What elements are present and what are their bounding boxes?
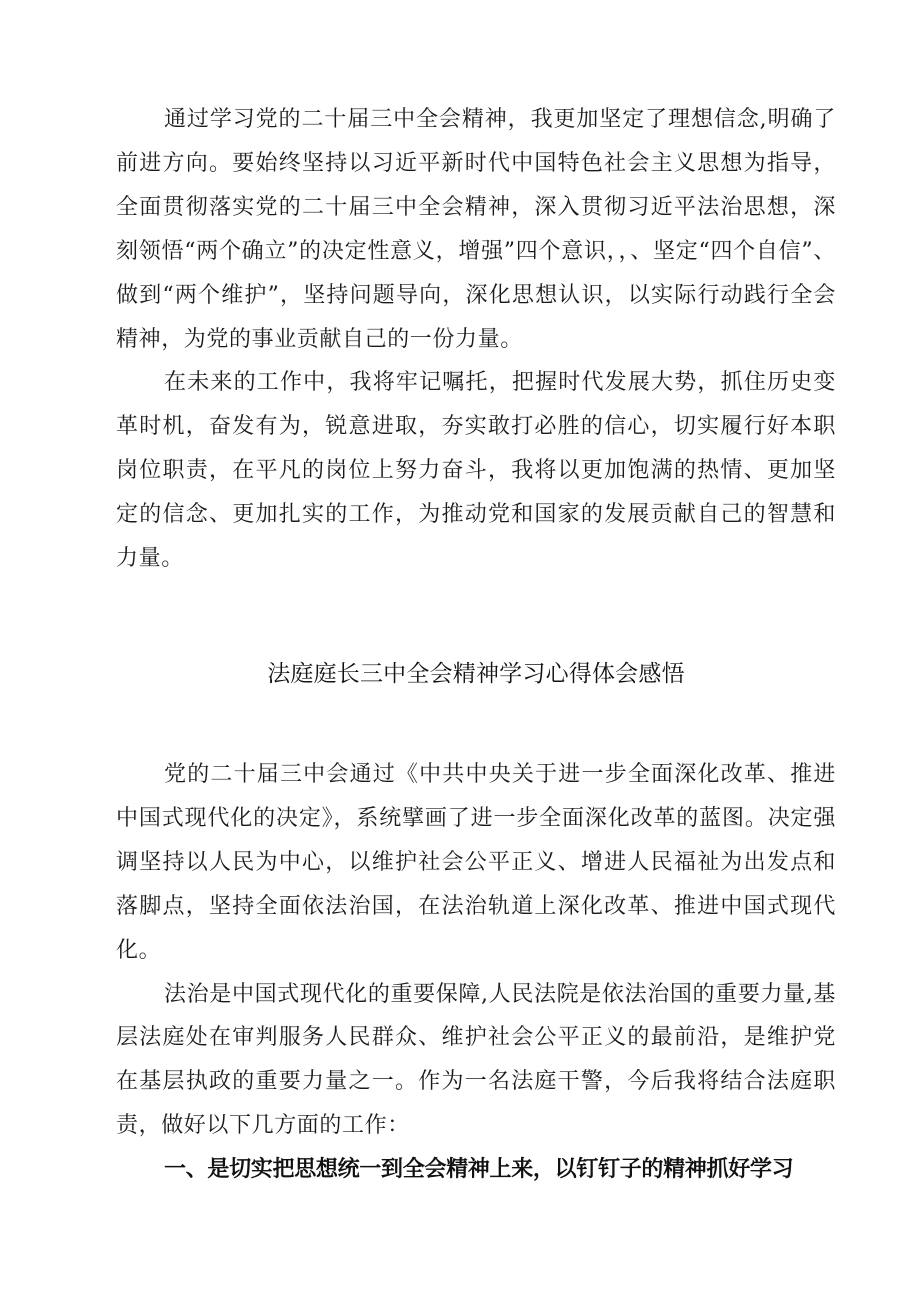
paragraph-rule-of-law: 法治是中国式现代化的重要保障,人民法院是依法治国的重要力量,基层法庭处在审判服务人民群众、维护社会公平正义的最前沿，是维护党在基层执政的重要力量之一。作为一名法庭干警，今后我将结合法庭职责，做好以下几方面的工作： [116,981,836,1139]
document-body [116,98,836,1192]
paragraph-plenary-decision: 党的二十届三中会通过《中共中央关于进一步全面深化改革、推进中国式现代化的决定》，系统擘画了进一步全面深化改革的蓝图。决定强调坚持以人民为中心，以维护社会公平正义、增进人民福祉为出发点和落脚点，坚持全面依法治国，在法治轨道上深化改革、推进中国式现代化。 [116,761,836,963]
section-title: 法庭庭长三中全会精神学习心得体会感悟 [267,660,685,687]
paragraph-future-work: 在未来的工作中，我将牢记嘱托，把握时代发展大势，抓住历史变革时机，奋发有为，锐意进取，夯实敢打必胜的信心，切实履行好本职岗位职责，在平凡的岗位上努力奋斗，我将以更加饱满的热情、更加坚定的信念、更加扎实的工作，为推动党和国家的发展贡献自己的智慧和力量。 [116,370,836,572]
subheading-point-one: 一、是切实把思想统一到全会精神上来，以钉钉子的精神抓好学习 [164,1157,794,1183]
paragraph-study-spirit: 通过学习党的二十届三中全会精神，我更加坚定了理想信念,明确了前进方向。要始终坚持以习近平新时代中国特色社会主义思想为指导，全面贯彻落实党的二十届三中全会精神，深入贯彻习近平法治思想，深刻领悟“两个确立”的决定性意义，增强”四个意识，，、坚定“四个自信”、做到“两个维护”，坚持问题导向，深化思想认识，以实际行动践行全会精神，为党的事业贡献自己的一份力量。 [116,107,836,352]
